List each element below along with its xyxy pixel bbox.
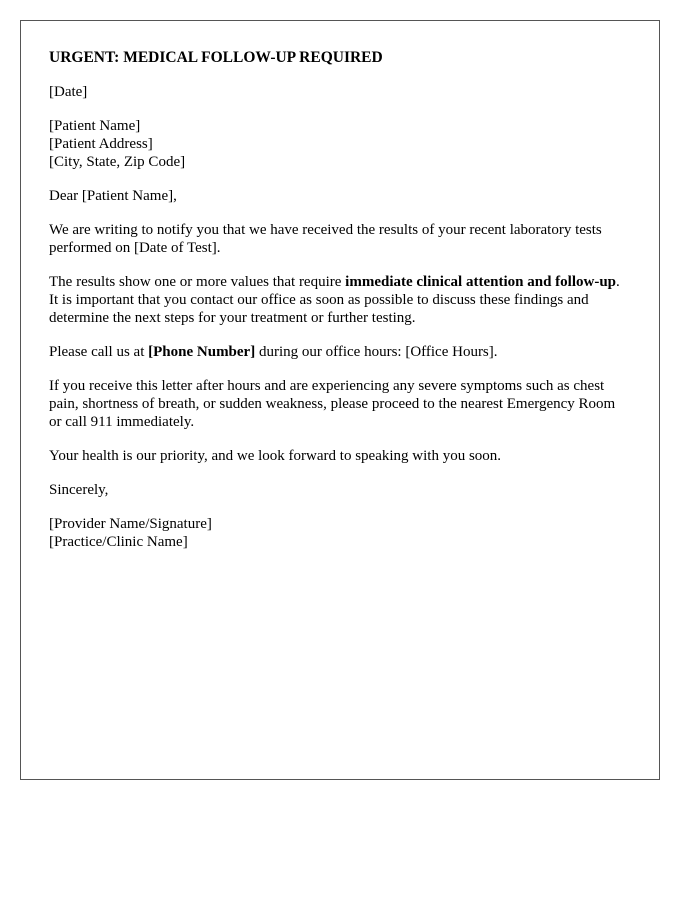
paragraph-emergency: If you receive this letter after hours and are experiencing any severe symptoms such as chest pain, shortness of breath, or sudden weakness, please proceed to the nearest Emergency Room or call 911 immediately. (49, 378, 616, 430)
results-emphasis: immediate clinical attention and follow-up (345, 274, 616, 290)
recipient-name: [Patient Name] (49, 118, 141, 134)
recipient-street: [Patient Address] (49, 136, 153, 152)
contact-text-after: during our office hours: [Office Hours]. (255, 344, 498, 360)
letter-title: URGENT: MEDICAL FOLLOW-UP REQUIRED (49, 49, 383, 66)
results-text-before: The results show one or more values that require (49, 274, 346, 290)
practice-name: [Practice/Clinic Name] (49, 534, 188, 550)
salutation: Dear [Patient Name], (49, 188, 177, 204)
signature-block (49, 515, 631, 551)
contact-text-before: Please call us at (49, 344, 149, 360)
recipient-address (49, 117, 631, 171)
paragraph-results (49, 273, 631, 327)
provider-signature: [Provider Name/Signature] (49, 516, 212, 532)
letter-page (20, 20, 660, 780)
results-text-after: . It is important that you contact our office as soon as possible to discuss these findings and determine the next steps for your treatment or further testing. (49, 274, 620, 326)
paragraph-notification: We are writing to notify you that we have received the results of your recent laboratory tests performed on [Date of Test]. (49, 222, 602, 256)
closing: Sincerely, (49, 482, 109, 498)
letter-date: [Date] (49, 84, 88, 100)
recipient-city: [City, State, Zip Code] (49, 154, 186, 170)
phone-number: [Phone Number] (148, 344, 256, 360)
paragraph-closing-remark: Your health is our priority, and we look forward to speaking with you soon. (49, 448, 502, 464)
paragraph-contact (49, 343, 631, 361)
